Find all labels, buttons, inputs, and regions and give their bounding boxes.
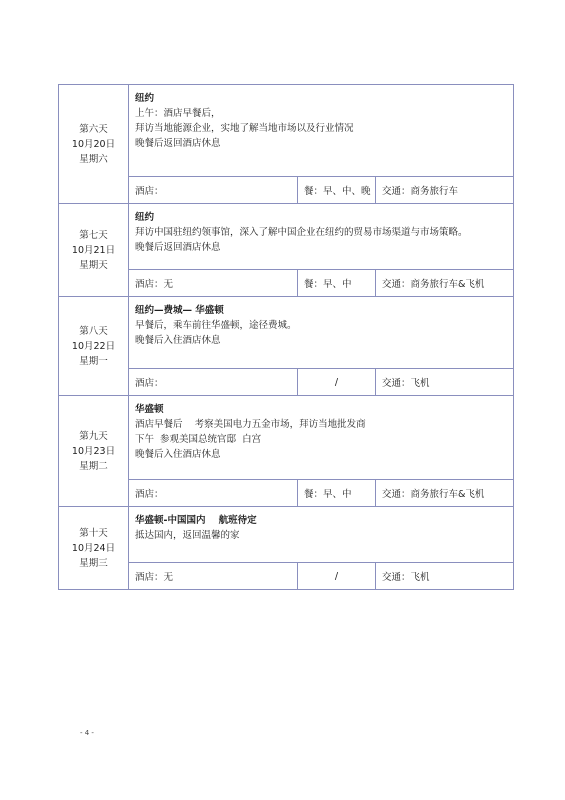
meals-cell: 餐：早、中 [298, 270, 376, 297]
transport-cell: 交通：商务旅行车&飞机 [376, 270, 514, 297]
meals-cell: / [298, 369, 376, 396]
schedule-cell [129, 204, 514, 270]
schedule-line: 晚餐后返回酒店休息 [135, 138, 221, 149]
day-weekday: 星期天 [79, 259, 108, 271]
day-date: 10月20日 [71, 138, 116, 150]
schedule-cell [129, 85, 514, 177]
day-weekday: 星期六 [79, 153, 108, 165]
schedule-line: 抵达国内，返回温馨的家 [135, 530, 240, 541]
schedule-line: 酒店早餐后 考察美国电力五金市场，拜访当地批发商 [135, 419, 366, 430]
hotel-cell: 酒店：无 [129, 563, 298, 590]
transport-cell: 交通：飞机 [376, 369, 514, 396]
schedule-title: 纽约 [135, 212, 155, 223]
day-number: 第八天 [79, 325, 108, 337]
day-date: 10月22日 [71, 340, 116, 352]
schedule-line: 拜访中国驻纽约领事馆，深入了解中国企业在纽约的贸易市场渠道与市场策略。 [135, 227, 468, 238]
itinerary-table [58, 84, 514, 590]
day-weekday: 星期三 [79, 557, 108, 569]
transport-cell: 交通：飞机 [376, 563, 514, 590]
day-row [59, 507, 514, 563]
day-date: 10月24日 [71, 542, 116, 554]
schedule-line: 下午 参观美国总统官邸 白宫 [135, 434, 262, 445]
hotel-cell: 酒店： [129, 177, 298, 204]
day-weekday: 星期一 [79, 355, 108, 367]
transport-cell: 交通：商务旅行车&飞机 [376, 480, 514, 507]
day-label-cell [59, 204, 129, 297]
schedule-cell [129, 297, 514, 369]
schedule-line: 拜访当地能源企业，实地了解当地市场以及行业情况 [135, 123, 354, 134]
meals-cell: 餐：早、中、晚 [298, 177, 376, 204]
day-row [59, 297, 514, 369]
schedule-title: 华盛顿-中国国内 航班待定 [135, 515, 257, 526]
schedule-cell [129, 396, 514, 480]
schedule-line: 晚餐后返回酒店休息 [135, 242, 221, 253]
day-label-cell [59, 85, 129, 204]
page-number: - 4 - [80, 729, 94, 737]
schedule-line: 晚餐后入住酒店休息 [135, 449, 221, 460]
day-row [59, 396, 514, 480]
schedule-line: 早餐后，乘车前往华盛顿，途径费城。 [135, 320, 297, 331]
schedule-cell [129, 507, 514, 563]
schedule-title: 华盛顿 [135, 404, 164, 415]
day-label-cell [59, 507, 129, 590]
day-row [59, 85, 514, 177]
day-weekday: 星期二 [79, 460, 108, 472]
schedule-line: 上午：酒店早餐后， [135, 108, 221, 119]
day-date: 10月21日 [71, 244, 116, 256]
hotel-cell: 酒店：无 [129, 270, 298, 297]
day-row [59, 204, 514, 270]
day-date: 10月23日 [71, 445, 116, 457]
day-number: 第六天 [79, 123, 108, 135]
day-number: 第七天 [79, 229, 108, 241]
day-number: 第十天 [79, 527, 108, 539]
day-label-cell [59, 396, 129, 507]
meals-cell: / [298, 563, 376, 590]
meals-cell: 餐：早、中 [298, 480, 376, 507]
schedule-title: 纽约 [135, 93, 155, 104]
day-number: 第九天 [79, 430, 108, 442]
hotel-cell: 酒店： [129, 369, 298, 396]
schedule-title: 纽约—费城— 华盛顿 [135, 305, 224, 316]
transport-cell: 交通：商务旅行车 [376, 177, 514, 204]
day-label-cell [59, 297, 129, 396]
schedule-line: 晚餐后入住酒店休息 [135, 335, 221, 346]
hotel-cell: 酒店： [129, 480, 298, 507]
